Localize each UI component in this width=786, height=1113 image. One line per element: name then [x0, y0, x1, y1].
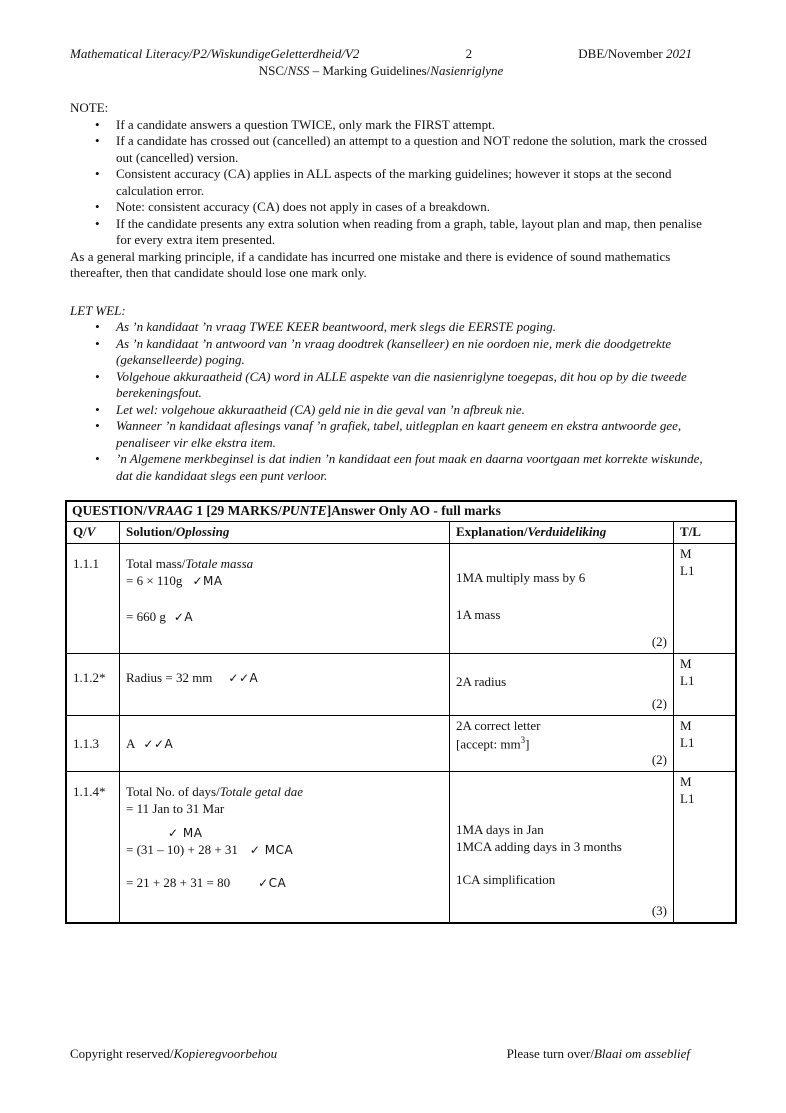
let-wel-bullet: • As ’n kandidaat ’n antwoord van ’n vraag doodtrek (kanselleer) en nie oordoen nie, merk die doodgetrekte (gekanselleerde) poging. [95, 336, 710, 369]
table-title-vraag: VRAAG [147, 503, 193, 518]
column-header-explanation-en: Explanation/ [456, 524, 528, 539]
footer-turn-over [507, 1046, 690, 1063]
taxonomy-level: L1 [680, 734, 695, 750]
checkmark: ✓✓A [143, 737, 174, 751]
qv-cell: 1.1.2* [67, 654, 120, 715]
note-title: NOTE: [70, 100, 109, 115]
solution-text-afrikaans: Totale getal dae [219, 784, 303, 799]
header-exam-session [578, 46, 692, 63]
note-bullet-list [70, 117, 710, 249]
solution-text-afrikaans: Totale massa [185, 556, 254, 571]
solution-line [126, 736, 443, 753]
solution-text: = 21 + 28 + 31 = 80 [126, 875, 231, 890]
explanation-cell [450, 654, 674, 715]
table-title-question: QUESTION/ [72, 503, 148, 518]
mark-total: (3) [651, 902, 667, 918]
table-title-row [67, 502, 735, 522]
column-header-tl: T/L [680, 524, 701, 539]
note-bullet: • Note: consistent accuracy (CA) does not apply in cases of a breakdown. [95, 199, 710, 216]
let-wel-bullet-list [70, 319, 710, 484]
checkmark: ✓MA [192, 573, 223, 588]
explanation-line: 2A radius [456, 674, 507, 689]
explanation-line: 1MCA adding days in 3 months [456, 838, 622, 854]
table-header-row [67, 522, 735, 544]
header-exam-year: 2021 [666, 46, 692, 61]
taxonomy-level: M [680, 774, 692, 789]
solution-text: = 660 g [126, 609, 166, 624]
table-title-answer-only: ]Answer Only AO - full marks [326, 503, 501, 518]
header-subtitle-nss: NSS [287, 62, 310, 78]
let-wel-bullet: • Let wel: volgehoue akkuraatheid (CA) geld nie in die geval van ’n afbreuk nie. [95, 402, 710, 419]
solution-line: = 11 Jan to 31 Mar [126, 800, 225, 816]
qv-cell: 1.1.1 [67, 544, 120, 653]
solution-line [126, 609, 443, 626]
explanation-cell [450, 544, 674, 653]
header-subtitle-nsc: NSC/ [258, 62, 288, 78]
table-row-1-1-4 [67, 772, 735, 922]
footer-copyright-en: Copyright reserved/ [70, 1046, 174, 1061]
taxonomy-level: L1 [680, 562, 695, 578]
column-header-qv-af: V [86, 524, 96, 539]
solution-line [126, 842, 443, 859]
solution-text: Radius = 32 mm [126, 670, 213, 685]
mark-total: (2) [651, 633, 667, 649]
checkmark: ✓ MA [168, 826, 203, 840]
explanation-line [456, 735, 667, 753]
tl-cell [674, 544, 735, 653]
qv-cell: 1.1.4* [67, 772, 120, 922]
table-title [67, 502, 735, 521]
page-header [70, 46, 692, 79]
solution-line [126, 875, 443, 892]
solution-cell [120, 716, 450, 771]
tl-cell [674, 772, 735, 922]
column-header-explanation [450, 522, 674, 543]
solution-line [126, 784, 443, 801]
explanation-line: 1MA days in Jan [456, 822, 544, 837]
note-bullet: • Consistent accuracy (CA) applies in ALL aspects of the marking guidelines; however it stops at the second calculation error. [95, 166, 710, 199]
table-row-1-1-3 [67, 716, 735, 772]
mark-total: (2) [651, 752, 667, 768]
solution-cell [120, 772, 450, 922]
page-footer [70, 1046, 690, 1063]
checkmark: ✓CA [258, 876, 287, 890]
checkmark: ✓A [173, 610, 194, 624]
column-header-qv [67, 522, 120, 543]
solution-cell [120, 654, 450, 715]
taxonomy-level: M [680, 656, 692, 671]
column-header-explanation-af: Verduideliking [527, 524, 607, 539]
let-wel-bullet: • ’n Algemene merkbeginsel is dat indien ’n kandidaat een fout maak en daarna voortgaan met korrekte wiskunde, dat die kandidaat slegs een punt verloor. [95, 451, 710, 484]
checkmark: ✓ MCA [249, 842, 294, 857]
note-bullet: • If a candidate has crossed out (cancelled) an attempt to a question and NOT redone the solution, mark the crossed out (cancelled) version. [95, 133, 710, 166]
explanation-line: 2A correct letter [456, 718, 541, 733]
table-row-1-1-1 [67, 544, 735, 654]
explanation-cell [450, 716, 674, 771]
let-wel-title: LET WEL: [70, 302, 126, 318]
tl-cell [674, 654, 735, 715]
taxonomy-level: L1 [680, 672, 695, 688]
note-section-afrikaans [70, 303, 710, 485]
solution-text: Total mass/ [126, 556, 186, 571]
solution-cell [120, 544, 450, 653]
column-header-solution [120, 522, 450, 543]
tl-cell [674, 716, 735, 771]
footer-copyright-af: Kopieregvoorbehou [173, 1046, 278, 1061]
explanation-line: 1A mass [456, 606, 501, 622]
table-row-1-1-2 [67, 654, 735, 716]
solution-text: Total No. of days/ [126, 784, 220, 799]
taxonomy-level: L1 [680, 790, 695, 806]
footer-copyright [70, 1046, 277, 1063]
solution-text: = (31 – 10) + 28 + 31 [126, 841, 238, 857]
note-section-english [70, 100, 710, 282]
header-page-number: 2 [465, 46, 473, 61]
header-subtitle [70, 63, 692, 80]
let-wel-bullet: • Volgehoue akkuraatheid (CA) word in ALLE aspekte van die nasienriglyne toegepas, dit hou op by die tweede berekeningsfout. [95, 369, 710, 402]
table-title-marks: 1 [29 MARKS/ [192, 503, 282, 518]
explanation-text: ] [525, 735, 530, 751]
note-bullet: • If a candidate answers a question TWICE, only mark the FIRST attempt. [95, 117, 710, 134]
column-header-qv-en: Q/ [73, 524, 87, 539]
superscript-unit: 3 [520, 734, 526, 745]
header-subtitle-afrikaans: Nasienriglyne [430, 62, 504, 78]
header-subtitle-guidelines: – Marking Guidelines/ [309, 62, 431, 78]
taxonomy-level: M [680, 718, 692, 733]
taxonomy-level: M [680, 546, 692, 561]
solution-line [126, 825, 443, 842]
solution-text: A [126, 736, 136, 751]
table-title-punte: PUNTE [281, 503, 327, 518]
solution-text: = 6 × 110g [126, 572, 183, 588]
marking-table [65, 500, 737, 924]
checkmark: ✓✓A [228, 671, 259, 685]
footer-turn-over-af: Blaai om asseblief [593, 1046, 690, 1061]
qv-cell: 1.1.3 [67, 716, 120, 771]
explanation-cell [450, 772, 674, 922]
header-exam-session-text: DBE/November [578, 46, 666, 61]
column-header-solution-en: Solution/ [126, 524, 176, 539]
column-header-solution-af: Oplossing [175, 524, 230, 539]
solution-line [126, 670, 443, 687]
footer-turn-over-en: Please turn over/ [506, 1046, 594, 1061]
solution-line [126, 556, 443, 573]
note-closing-paragraph: As a general marking principle, if a candidate has incurred one mistake and there is evidence of sound mathematics thereafter, then that candidate should lose one mark only. [70, 248, 671, 280]
solution-line [126, 573, 443, 590]
let-wel-bullet: • Wanneer ’n kandidaat aflesings vanaf ’n grafiek, tabel, uitlegplan en kaart geneem en ekstra antwoorde gee, penaliseer vir elke ekstra item. [95, 418, 710, 451]
note-bullet: • If the candidate presents any extra solution when reading from a graph, table, layout plan and map, then penalise for every extra item presented. [95, 216, 710, 249]
explanation-text: [accept: mm [456, 735, 521, 751]
explanation-line: 1CA simplification [456, 872, 556, 887]
explanation-line: 1MA multiply mass by 6 [456, 570, 586, 585]
let-wel-bullet: • As ’n kandidaat ’n vraag TWEE KEER beantwoord, merk slegs die EERSTE poging. [95, 319, 710, 336]
header-course-title: Mathematical Literacy/P2/WiskundigeGeletterdheid/V2 [70, 46, 360, 61]
mark-total: (2) [651, 695, 667, 711]
